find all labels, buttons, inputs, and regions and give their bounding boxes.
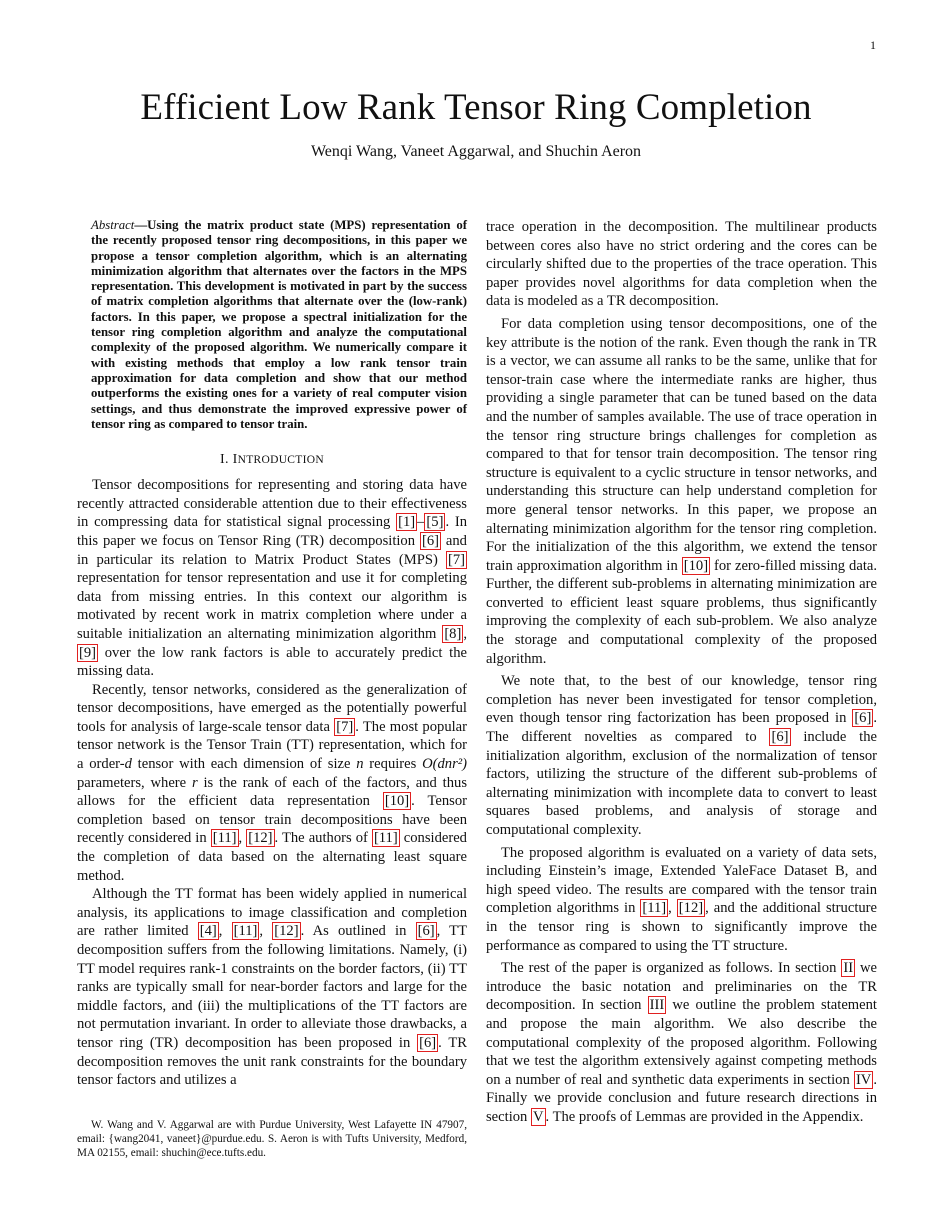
section-link[interactable]: II	[843, 960, 854, 977]
right-paragraph-1: For data completion using tensor decompositions, one of the key attribute is the notion of the rank. Even though the rank in TR is a vector, we can assume all ranks to be the same, unlike that for tensor-train case where the intermediate ranks are higher, thus providing a single parameter that can be tuned based on the data and the number of samples available. The use of trace operation in the tensor ring structure brings challenges for completion as compared to that for tensor train decomposition. The tensor ring structure is equivalent to a cyclic structure in tensor networks, and understanding this structure can help understand completion for more general tensor networks. In this paper, we propose an alternating minimization algorithm for the tensor ring completion. For the initialization of the this algorithm, we extend the tensor train approximation algorithm in [10] for zero-filled missing data. Further, the different sub-problems in alternating minimization are converted to efficient least square problems, thus significantly improving the complexity of each sub-problem. We also analyze the storage and computational complexity of the proposed algorithm.	[486, 315, 877, 667]
section-link[interactable]: V	[533, 1108, 544, 1125]
citation-link[interactable]: [7]	[447, 551, 465, 568]
citation-link[interactable]: [9]	[79, 644, 97, 661]
citation-link[interactable]: [11]	[373, 830, 398, 847]
math-complexity: O(dnr²)	[422, 756, 467, 773]
page-number: 1	[870, 38, 876, 52]
citation-link[interactable]: [8]	[444, 625, 462, 642]
abstract-text: Using the matrix product state (MPS) representation of the recently proposed tensor ring decompositions, in this paper we propose a tensor completion algorithm, which is an alternating minimization algorithm that alternates over the factors in the MPS representation. This development is motivated in part by the success of matrix completion algorithms that alternate over the (low-rank) factors. In this paper, we propose a spectral initialization for the tensor ring completion algorithm and analyze the computational complexity of the proposed algorithm. We numerically compare it with existing methods that employ a low rank tensor train approximation for data completion and show that our method outperforms the existing ones for a variety of real computer vision settings, and thus demonstrate the improved expressive power of tensor ring as compared to tensor train.	[91, 218, 467, 431]
math-r: r	[191, 774, 198, 791]
section-title-rest: NTRODUCTION	[237, 454, 324, 467]
citation-link[interactable]: [7]	[336, 718, 354, 735]
section-numeral: I.	[220, 452, 229, 468]
left-column	[77, 218, 467, 1090]
citation-link[interactable]: [6]	[417, 923, 435, 940]
paper-title: Efficient Low Rank Tensor Ring Completion	[140, 87, 812, 128]
citation-link[interactable]: [1]	[398, 514, 416, 531]
citation-link[interactable]: [12]	[274, 923, 299, 940]
citation-link[interactable]: [12]	[678, 900, 704, 917]
abstract-label: Abstract	[91, 218, 135, 232]
citation-link[interactable]: [10]	[384, 793, 410, 810]
intro-paragraph-1: Tensor decompositions for representing and storing data have recently attracted considerable attention due to their effectiveness in compressing data for statistical signal processing [1] – [5] . In this paper we focus on Tensor Ring (TR) decomposition [6] and in particular its relation to Matrix Product States (MPS) [7] representation for tensor representation and use it for completing data from missing entries. In this context our algorithm is motivated by recent work in matrix completion where under a suitable initialization an alternating minimization algorithm [8] , [9] over the low rank factors is able to accurately predict the missing data.	[77, 477, 467, 680]
citation-link[interactable]: [4]	[199, 923, 217, 940]
section-heading-introduction	[77, 452, 467, 468]
citation-link[interactable]: [11]	[642, 900, 667, 917]
footnote	[77, 1118, 467, 1160]
citation-link[interactable]: [11]	[212, 830, 237, 847]
citation-link[interactable]: [5]	[426, 514, 444, 531]
right-paragraph-4: The rest of the paper is organized as follows. In section II we introduce the basic notation and preliminaries on the TR decomposition. In section III we outline the problem statement and propose the main algorithm. We also describe the computational complexity of the proposed algorithm. Following that we test the algorithm extensively against competing methods on a number of real and synthetic data experiments in section IV . Finally we provide conclusion and future research directions in section V . The proofs of Lemmas are provided in the Appendix.	[486, 960, 877, 1125]
intro-paragraph-3: Although the TT format has been widely applied in numerical analysis, its applications to image classification and completion are rather limited [4] , [11] , [12] . As outlined in [6] , TT decomposition suffers from the following limitations. Namely, (i) TT model requires rank-1 constraints on the border factors, (ii) TT ranks are typically small for near-border factors and large for the middle factors, and (iii) the multiplications of the TT factors are not permutation invariant. In order to alleviate those drawbacks, a tensor ring (TR) decomposition has been proposed in [6] . TR decomposition removes the unit rank constraints for the boundary tensor factors and utilizes a	[77, 886, 468, 1089]
paper-authors: Wenqi Wang, Vaneet Aggarwal, and Shuchin Aeron	[310, 143, 642, 160]
math-n: n	[356, 756, 364, 773]
footnote-text: W. Wang and V. Aggarwal are with Purdue University, West Lafayette IN 47907, email: {wang2041, vaneet}@purdue.edu. S. Aeron is with Tufts University, Medford, MA 02155, email: shuchin@ece.tufts.edu.	[77, 1119, 467, 1159]
abstract-dash: —	[134, 218, 148, 232]
section-link[interactable]: IV	[855, 1071, 872, 1088]
citation-link[interactable]: [6]	[771, 729, 789, 746]
citation-link[interactable]: [10]	[683, 557, 709, 574]
intro-paragraph-2: Recently, tensor networks, considered as the generalization of tensor decompositions, have emerged as the potentially powerful tools for analysis of large-scale tensor data [7] . The most popular tensor network is the Tensor Train (TT) representation, which for a order-d tensor with each dimension of size n requires O(dnr²) parameters, where r is the rank of each of the factors, and thus allows for the efficient data representation [10] . Tensor completion based on tensor train decompositions have been recently considered in [11] , [12] . The authors of [11] considered the completion of data based on the alternating least square method.	[77, 681, 468, 884]
right-column	[486, 218, 877, 1131]
citation-link[interactable]: [6]	[854, 710, 872, 727]
citation-link[interactable]: [11]	[233, 923, 258, 940]
right-paragraph-2: We note that, to the best of our knowledge, tensor ring completion has never been investigated for tensor completion, even though tensor ring factorization has been proposed in [6] . The different novelties as compared to [6] include the initialization algorithm, exclusion of the normalization of tensor factors, utilizing the structure of the different sub-problems of alternating minimization with incomplete data to convert to least squares based problems, and analysis of storage and computational complexity.	[486, 673, 877, 838]
citation-link[interactable]: [12]	[248, 830, 273, 847]
abstract	[77, 218, 467, 432]
continued-paragraph: trace operation in the decomposition. The multilinear products between cores also have no strict ordering and the cores can be circularly shifted due to the properties of the trace operation. This paper provides novel algorithms for data completion when the data is modeled as a TR decomposition.	[486, 219, 877, 310]
section-first-letter: I	[232, 452, 238, 468]
section-link[interactable]: III	[649, 997, 665, 1014]
citation-link[interactable]: [6]	[421, 532, 439, 549]
math-d: d	[124, 756, 132, 773]
citation-link[interactable]: [6]	[419, 1034, 437, 1051]
right-paragraph-3: The proposed algorithm is evaluated on a variety of data sets, including Einstein’s image, Extended YaleFace Dataset B, and high speed video. The results are compared with the tensor train completion algorithms in [11] , [12] , and the additional structure in the tensor ring is shown to significantly improve the performance as compared to using the TT structure.	[486, 844, 878, 954]
